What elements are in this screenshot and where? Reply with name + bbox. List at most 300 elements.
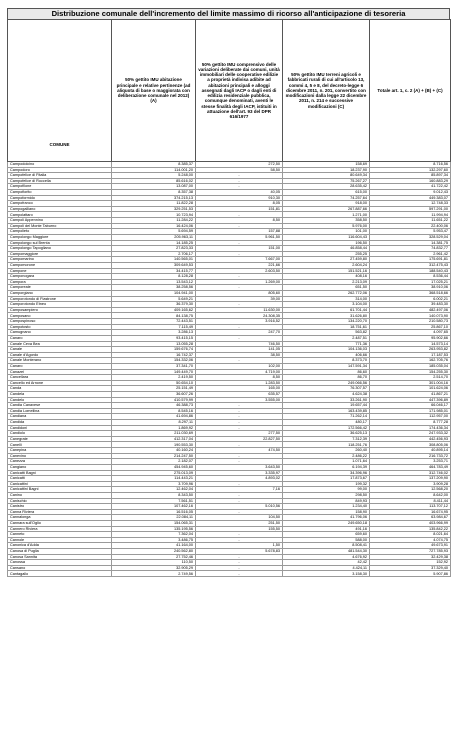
value-cell: 8,05 xyxy=(196,201,283,207)
value-cell: - xyxy=(196,408,283,414)
value-cell: 910,30 xyxy=(196,195,283,201)
value-cell: - xyxy=(196,403,283,409)
total-cell: 12.748,33 xyxy=(370,201,451,207)
value-cell: 155,50 xyxy=(196,526,283,532)
comune-cell: Campofiorito xyxy=(8,190,112,196)
value-cell: 36.607,26 xyxy=(112,391,196,397)
value-cell: - xyxy=(196,537,283,543)
total-cell: 6.002,21 xyxy=(370,296,451,302)
comune-cell: Camposano xyxy=(8,313,112,319)
value-cell: 7.561,51 xyxy=(112,498,196,504)
comune-cell: Canneto xyxy=(8,532,112,538)
total-cell: 727.785,93 xyxy=(370,549,451,555)
total-cell: 154.255,30 xyxy=(370,369,451,375)
total-cell: 135.842,22 xyxy=(370,526,451,532)
value-cell: 140.565,01 xyxy=(112,257,196,263)
comune-cell: Cannara sull'Oglio xyxy=(8,521,112,527)
total-cell: 14.573,14 xyxy=(370,341,451,347)
comune-cell: Canna Riviera xyxy=(8,509,112,515)
comune-cell: Candia Lomellina xyxy=(8,408,112,414)
total-cell: 8.411,44 xyxy=(370,498,451,504)
value-cell: 199,32 xyxy=(283,481,370,487)
comune-cell: Candiolo xyxy=(8,431,112,437)
value-cell: 746,50 xyxy=(196,341,283,347)
comune-cell: Campolongo Tapogliano xyxy=(8,246,112,252)
value-cell: 34.396,96 xyxy=(283,470,370,476)
value-cell: 2.182,07 xyxy=(112,459,196,465)
value-cell: 8.373,70 xyxy=(283,358,370,364)
value-cell: 134.220,70 xyxy=(283,319,370,325)
table-row xyxy=(8,571,451,577)
value-cell: 24.308,35 xyxy=(196,313,283,319)
value-cell: 34.415,77 xyxy=(112,268,196,274)
value-cell: 46.388,73 xyxy=(112,403,196,409)
value-cell: 41.796,06 xyxy=(283,515,370,521)
comune-cell: Canale Monterano xyxy=(8,358,112,364)
total-cell: 11.651,22 xyxy=(370,218,451,224)
value-cell: 8.385,37 xyxy=(112,162,196,168)
comune-cell: Cantagallo xyxy=(8,571,112,577)
value-cell: 588,00 xyxy=(283,537,370,543)
value-cell: 141,05 xyxy=(196,347,283,353)
value-cell: 5.010,56 xyxy=(196,504,283,510)
total-cell: 403.966,99 xyxy=(370,521,451,527)
value-cell: 410.579,99 xyxy=(112,397,196,403)
total-cell: 17.187,53 xyxy=(370,352,451,358)
total-cell: 11.994,94 xyxy=(370,212,451,218)
value-cell: 8.128,28 xyxy=(112,274,196,280)
total-cell: 3.253,71 xyxy=(370,459,451,465)
total-cell: 14.381,75 xyxy=(370,240,451,246)
value-cell: 918,00 xyxy=(283,201,370,207)
comune-cell: Campodolcino xyxy=(8,162,112,168)
value-cell: 13.055,28 xyxy=(112,341,196,347)
value-cell: 13.087,00 xyxy=(112,184,196,190)
value-cell: - xyxy=(196,492,283,498)
value-cell: - xyxy=(196,560,283,566)
comune-cell: Candelo xyxy=(8,397,112,403)
header-total: Totale art. 1, c. 2 (A) + (B) + (C) xyxy=(370,20,451,162)
value-cell: 86,60 xyxy=(283,369,370,375)
total-cell: 174.436,34 xyxy=(370,425,451,431)
total-cell: 216.733,72 xyxy=(370,453,451,459)
comune-cell: Campofilone xyxy=(8,184,112,190)
comune-cell: Campolattaro xyxy=(8,212,112,218)
value-cell: 474,50 xyxy=(196,448,283,454)
total-cell: 63.984,67 xyxy=(370,515,451,521)
value-cell: - xyxy=(196,420,283,426)
value-cell: - xyxy=(196,453,283,459)
value-cell: 2.706,17 xyxy=(112,251,196,257)
total-cell: 8.642,00 xyxy=(370,492,451,498)
value-cell: 8.508,41 xyxy=(283,543,370,549)
value-cell: 805,60 xyxy=(196,291,283,297)
value-cell: 16.424,06 xyxy=(112,223,196,229)
value-cell: 71.262,14 xyxy=(283,414,370,420)
value-cell: 196,50 xyxy=(283,240,370,246)
comune-cell: Canonica d'Adda xyxy=(8,543,112,549)
comune-cell: Canaro xyxy=(8,335,112,341)
value-cell: 31.626,80 xyxy=(283,313,370,319)
total-cell: 41.722,42 xyxy=(370,184,451,190)
value-cell: 480,17 xyxy=(283,420,370,426)
total-cell: 8.716,56 xyxy=(370,162,451,168)
comune-cell: Campolongo Maggiore xyxy=(8,234,112,240)
value-cell: 4.676,92 xyxy=(283,554,370,560)
comune-cell: Cannole xyxy=(8,537,112,543)
comune-cell: Camporotondo di Fiastrone xyxy=(8,296,112,302)
comune-cell: Canda xyxy=(8,386,112,392)
comune-cell: Camponogara xyxy=(8,274,112,280)
comune-cell: Campone xyxy=(8,268,112,274)
total-cell: 162.705,76 xyxy=(370,358,451,364)
value-cell: 615,00 xyxy=(283,190,370,196)
value-cell: 408,16 xyxy=(283,274,370,280)
value-cell: 151,00 xyxy=(196,246,283,252)
value-cell: 8.343,50 xyxy=(112,492,196,498)
value-cell: - xyxy=(196,274,283,280)
comune-cell: Camposampiero xyxy=(8,307,112,313)
total-cell: 449.383,07 xyxy=(370,195,451,201)
value-cell: 2.419,50 xyxy=(112,375,196,381)
value-cell: 17.873,67 xyxy=(283,476,370,482)
table-body xyxy=(8,162,451,577)
total-cell: 597.291,00 xyxy=(370,206,451,212)
value-cell: - xyxy=(196,498,283,504)
total-cell: 113.707,12 xyxy=(370,504,451,510)
value-cell: 2.487,51 xyxy=(283,335,370,341)
comune-cell: Campofelice di Roccella xyxy=(8,178,112,184)
total-cell: 301.004,16 xyxy=(370,380,451,386)
value-cell: 3.486,75 xyxy=(112,537,196,543)
value-cell: 3.158,30 xyxy=(283,571,370,577)
value-cell: 3.643,50 xyxy=(196,464,283,470)
value-cell: 251,50 xyxy=(196,521,283,527)
value-cell: 249.650,18 xyxy=(283,521,370,527)
value-cell: 101,00 xyxy=(283,229,370,235)
value-cell: 1.271,00 xyxy=(283,212,370,218)
total-cell: 447.396,89 xyxy=(370,397,451,403)
total-cell: 132.297,60 xyxy=(370,167,451,173)
comune-cell: Canino xyxy=(8,492,112,498)
value-cell: 272,50 xyxy=(196,162,283,168)
value-cell: 58,50 xyxy=(196,167,283,173)
value-cell: 163.439,85 xyxy=(283,408,370,414)
comune-cell: Canicattini Bagni xyxy=(8,487,112,493)
header-col-b: 50% gettito IMU comprensivo delle variazioni deliberate dai comuni, unità immobiliari delle cooperative edilizie a proprietà indivisa adibite ad abitazioni principali e alloggi assegnati dagli IACP o dagli enti di edilizia residenziale pubblica, comunque denominati, aventi le stesse finalità degli IACP, istituiti in attuazione dell'art. 93 del DPR 616/1977 xyxy=(196,20,283,162)
comune-cell: Cannalonga xyxy=(8,515,112,521)
value-cell: 2.486,22 xyxy=(283,453,370,459)
total-cell: 37.329,40 xyxy=(370,565,451,571)
document-page xyxy=(7,8,450,577)
value-cell: 99,00 xyxy=(283,487,370,493)
value-cell: - xyxy=(196,554,283,560)
value-cell: 86,70 xyxy=(283,375,370,381)
value-cell: 104.941,00 xyxy=(112,291,196,297)
total-cell: 22.400,06 xyxy=(370,223,451,229)
value-cell: 135.195,56 xyxy=(112,526,196,532)
value-cell: 40,05 xyxy=(196,190,283,196)
value-cell: 104.136,03 xyxy=(283,347,370,353)
value-cell: 114.001,20 xyxy=(112,167,196,173)
value-cell: 76.307,57 xyxy=(283,386,370,392)
value-cell: 247,70 xyxy=(196,330,283,336)
value-cell: 75.267,27 xyxy=(283,178,370,184)
value-cell: 12.462,04 xyxy=(112,487,196,493)
value-cell: 255,25 xyxy=(283,251,370,257)
value-cell: 481.544,30 xyxy=(283,549,370,555)
total-cell: 140.073,90 xyxy=(370,313,451,319)
value-cell: - xyxy=(196,212,283,218)
value-cell: 172.566,42 xyxy=(283,425,370,431)
value-cell: 8,50 xyxy=(196,218,283,224)
value-cell: 114.443,21 xyxy=(112,476,196,482)
value-cell: 409.165,62 xyxy=(112,307,196,313)
document-title: Distribuzione comunale dell'incremento del limite massimo di ricorso all'anticipazione di tesoreria xyxy=(7,8,450,19)
value-cell: 27.752,46 xyxy=(112,554,196,560)
total-cell: 40.895,14 xyxy=(370,448,451,454)
value-cell: 8.545,16 xyxy=(112,408,196,414)
total-cell: 188.540,43 xyxy=(370,268,451,274)
value-cell: 110,50 xyxy=(112,560,196,566)
total-cell: 8.536,44 xyxy=(370,274,451,280)
value-cell: 4.424,11 xyxy=(283,565,370,571)
comune-cell: Canepina xyxy=(8,448,112,454)
value-cell: 2.749,56 xyxy=(112,571,196,577)
comune-cell: Campogalliano xyxy=(8,206,112,212)
value-cell: 19.657,44 xyxy=(283,403,370,409)
value-cell: 309.649,53 xyxy=(112,262,196,268)
comune-cell: Canazei xyxy=(8,369,112,375)
value-cell: 61.701,44 xyxy=(283,307,370,313)
comune-cell: Campolieto xyxy=(8,229,112,235)
total-cell: 160.883,29 xyxy=(370,178,451,184)
value-cell: 205.963,11 xyxy=(112,234,196,240)
value-cell: 50.654,10 xyxy=(112,380,196,386)
comune-cell: Cancellara xyxy=(8,375,112,381)
value-cell: 116.604,43 xyxy=(283,234,370,240)
comune-cell: Cangiano xyxy=(8,464,112,470)
comune-cell: Campomarino xyxy=(8,257,112,263)
total-cell: 312.475,43 xyxy=(370,262,451,268)
comune-cell: Canossa xyxy=(8,560,112,566)
comune-cell: Candiana xyxy=(8,414,112,420)
value-cell: 412.317,04 xyxy=(112,436,196,442)
total-cell: 39.483,30 xyxy=(370,302,451,308)
value-cell: 11.630,00 xyxy=(196,307,283,313)
value-cell: - xyxy=(196,425,283,431)
comune-cell: Campoformido xyxy=(8,195,112,201)
value-cell: 8.297,11 xyxy=(112,420,196,426)
value-cell: 1.071,64 xyxy=(283,459,370,465)
value-cell: 36.379,30 xyxy=(112,302,196,308)
value-cell: 40.160,24 xyxy=(112,448,196,454)
value-cell: 7.115,49 xyxy=(112,324,196,330)
value-cell: 36.625,13 xyxy=(283,431,370,437)
value-cell: 563,82 xyxy=(283,330,370,336)
value-cell: 158,69 xyxy=(283,162,370,168)
value-cell: 651,50 xyxy=(283,285,370,291)
comune-cell: Camporotondo Etneo xyxy=(8,302,112,308)
value-cell: - xyxy=(196,173,283,179)
value-cell: 39,00 xyxy=(196,296,283,302)
value-cell: 159.676,74 xyxy=(112,347,196,353)
value-cell: 72.443,51 xyxy=(112,319,196,325)
value-cell: 11.284,22 xyxy=(112,218,196,224)
comune-cell: Canale Ceva Bea xyxy=(8,341,112,347)
header-col-c: 50% gettito IMU terreni agricoli e fabbricati rurali di cui all'articolo 13, commi 4, 5 e 8, del decreto-legge 6 dicembre 2011, n. 201, convertito con modificazioni dalla legge 22 dicembre 2011, n. 214 e successive modificazioni (C) xyxy=(283,20,370,162)
value-cell: - xyxy=(196,184,283,190)
total-cell: 175.691,81 xyxy=(370,257,451,263)
total-cell: 464.783,49 xyxy=(370,464,451,470)
comune-cell: Campolongo sul Brenta xyxy=(8,240,112,246)
total-cell: 101.624,06 xyxy=(370,386,451,392)
value-cell: 149.449,70 xyxy=(112,369,196,375)
total-cell: 482.497,06 xyxy=(370,307,451,313)
value-cell: 2.604,24 xyxy=(283,262,370,268)
value-cell: 1.234,40 xyxy=(283,504,370,510)
value-cell: 298,50 xyxy=(283,492,370,498)
comune-cell: Canosa Sannita xyxy=(8,554,112,560)
comune-cell: Canale xyxy=(8,347,112,353)
comune-cell: Canicattini xyxy=(8,481,112,487)
value-cell: 5.248,00 xyxy=(112,173,196,179)
value-cell: 85.616,02 xyxy=(112,178,196,184)
value-cell: 211.030,69 xyxy=(112,431,196,437)
value-cell: 5.649,21 xyxy=(112,296,196,302)
comune-cell: Canicattì Bagni xyxy=(8,470,112,476)
value-cell: 27.823,33 xyxy=(112,246,196,252)
comune-cell: Camugnano xyxy=(8,330,112,336)
total-cell: 210.580,73 xyxy=(370,319,451,325)
value-cell: 5.678,83 xyxy=(196,549,283,555)
value-cell: 358,50 xyxy=(283,218,370,224)
value-cell: - xyxy=(196,565,283,571)
value-cell: - xyxy=(196,335,283,341)
comune-cell: Campoli del Monte Taburno xyxy=(8,223,112,229)
value-cell: 5.694,59 xyxy=(112,229,196,235)
comune-cell: Candela xyxy=(8,391,112,397)
value-cell: 118.251,76 xyxy=(283,442,370,448)
total-cell: 4.097,65 xyxy=(370,330,451,336)
value-cell: 3.104,00 xyxy=(283,302,370,308)
value-cell: 5.961,50 xyxy=(196,234,283,240)
value-cell: 3.555,00 xyxy=(196,397,283,403)
value-cell: 8,50 xyxy=(196,375,283,381)
value-cell: 93.415,15 xyxy=(112,335,196,341)
value-cell: - xyxy=(196,240,283,246)
header-comune: COMUNE xyxy=(8,20,112,162)
total-cell: 2.961,42 xyxy=(370,251,451,257)
value-cell: 2.603,50 xyxy=(196,268,283,274)
value-cell: 454.945,60 xyxy=(112,464,196,470)
value-cell: 18.751,61 xyxy=(283,324,370,330)
total-cell: 16.674,95 xyxy=(370,509,451,515)
total-cell: 2.514,70 xyxy=(370,375,451,381)
value-cell: 771,36 xyxy=(283,341,370,347)
total-cell: 312.746,02 xyxy=(370,470,451,476)
value-cell: - xyxy=(196,509,283,515)
total-cell: 41.867,21 xyxy=(370,391,451,397)
total-cell: 442.456,93 xyxy=(370,436,451,442)
value-cell: 267.887,66 xyxy=(283,206,370,212)
comune-cell: Canistro xyxy=(8,504,112,510)
value-cell: 849,93 xyxy=(283,498,370,504)
value-cell: 32.905,29 xyxy=(112,565,196,571)
total-cell: 112.957,00 xyxy=(370,414,451,420)
comune-cell: Campomaggiore xyxy=(8,251,112,257)
comune-cell: Campodoro xyxy=(8,167,112,173)
value-cell: 158,90 xyxy=(283,509,370,515)
value-cell: - xyxy=(196,178,283,184)
value-cell: 635,57 xyxy=(196,391,283,397)
value-cell: - xyxy=(196,414,283,420)
value-cell: 33.261,90 xyxy=(283,397,370,403)
comune-cell: Campotosto xyxy=(8,324,112,330)
value-cell: 41.694,86 xyxy=(112,414,196,420)
total-cell: 17.025,21 xyxy=(370,279,451,285)
value-cell: 38,50 xyxy=(196,352,283,358)
header-col-a: 50% gettito IMU abitazione principale e relative pertinenze (ad aliquota di base o maggiorata con deliberazione comunale nel 2012) (A) xyxy=(112,20,196,162)
total-cell: 95.902,66 xyxy=(370,335,451,341)
comune-cell: Campora xyxy=(8,279,112,285)
value-cell: 13.543,12 xyxy=(112,279,196,285)
value-cell: 240.562,80 xyxy=(112,549,196,555)
value-cell: 7.667,00 xyxy=(196,257,283,263)
total-cell: 4.074,75 xyxy=(370,537,451,543)
total-cell: 152,92 xyxy=(370,560,451,566)
total-cell: 185.035,04 xyxy=(370,363,451,369)
comune-cell: Campofranco xyxy=(8,201,112,207)
total-cell: 85.897,34 xyxy=(370,173,451,179)
total-cell: 263.953,82 xyxy=(370,347,451,353)
value-cell: 329.251,53 xyxy=(112,206,196,212)
comune-cell: Candidoni xyxy=(8,425,112,431)
comune-cell: Canicattì xyxy=(8,476,112,482)
value-cell: 7,16 xyxy=(196,487,283,493)
value-cell: 1.269,00 xyxy=(196,279,283,285)
value-cell: 107.462,16 xyxy=(112,504,196,510)
value-cell: 151.521,16 xyxy=(283,268,370,274)
total-cell: 9.012,43 xyxy=(370,190,451,196)
comune-cell: Canaro xyxy=(8,363,112,369)
comune-cell: Campofelice di Fitalia xyxy=(8,173,112,179)
total-cell: 38.910,06 xyxy=(370,285,451,291)
value-cell: 165,00 xyxy=(196,386,283,392)
value-cell: 27.459,80 xyxy=(283,257,370,263)
value-cell: 7.312,39 xyxy=(283,436,370,442)
comune-cell: Cannero Riviera xyxy=(8,526,112,532)
value-cell: 5.976,00 xyxy=(283,223,370,229)
value-cell: - xyxy=(196,571,283,577)
comune-cell: Canale d'Agordo xyxy=(8,352,112,358)
value-cell: 2.213,09 xyxy=(283,279,370,285)
value-cell: 157,88 xyxy=(196,229,283,235)
value-cell: 190.553,30 xyxy=(112,442,196,448)
value-cell: 154.065,31 xyxy=(112,521,196,527)
total-cell: 66.046,17 xyxy=(370,403,451,409)
value-cell: 275.013,09 xyxy=(112,470,196,476)
comune-cell: Canischio xyxy=(8,498,112,504)
value-cell: 406,66 xyxy=(283,352,370,358)
value-cell: 10.723,94 xyxy=(112,212,196,218)
value-cell: 221,66 xyxy=(196,262,283,268)
value-cell: 104,50 xyxy=(196,515,283,521)
total-cell: 49.673,91 xyxy=(370,543,451,549)
value-cell: - xyxy=(196,251,283,257)
value-cell: 260,40 xyxy=(283,448,370,454)
comune-cell: Candida xyxy=(8,420,112,426)
